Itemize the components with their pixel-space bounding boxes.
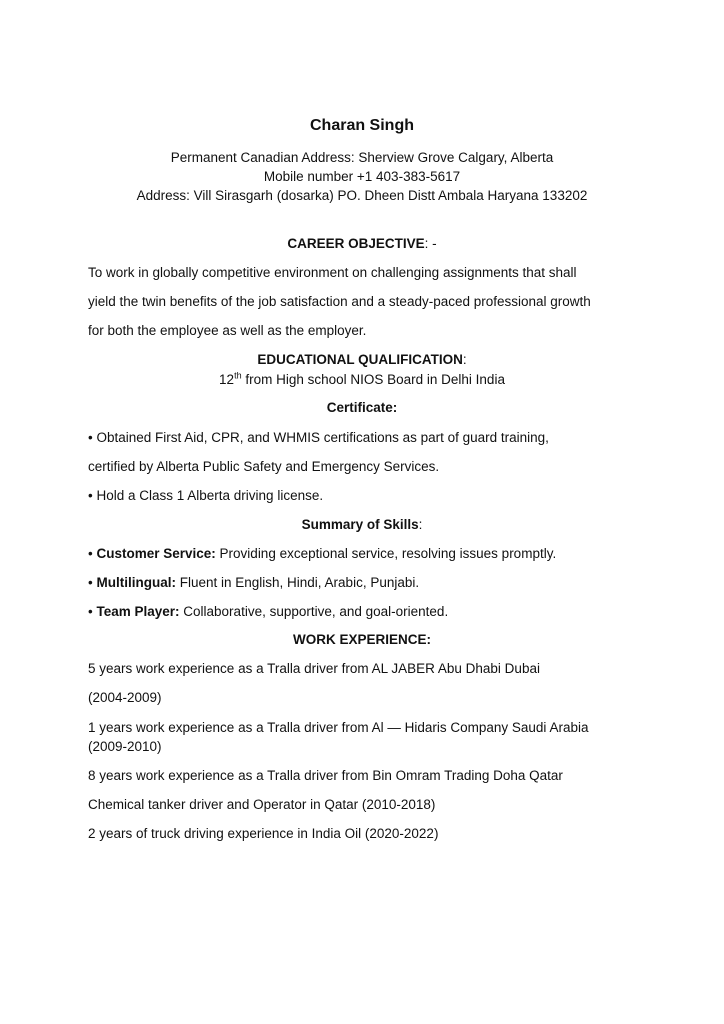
objective-line: To work in globally competitive environment on challenging assignments that shall [88, 265, 577, 280]
education-grade-suffix: th [234, 370, 242, 381]
work-line: Chemical tanker driver and Operator in Qatar (2010-2018) [88, 797, 436, 812]
skill-text: Providing exceptional service, resolving issues promptly. [215, 546, 557, 561]
education-grade: 12 [219, 372, 235, 387]
work-line: 8 years work experience as a Tralla driver from Bin Omram Trading Doha Qatar [88, 768, 563, 783]
candidate-name: Charan Singh [309, 117, 414, 134]
skill-text: Fluent in English, Hindi, Arabic, Punjabi. [175, 575, 420, 590]
skill-item [88, 604, 648, 619]
skill-bullet: • [88, 575, 97, 590]
skill-text: Collaborative, supportive, and goal-oriented. [179, 604, 449, 619]
objective-line: yield the twin benefits of the job satisfaction and a steady-paced professional growth [88, 294, 591, 309]
work-line: 1 years work experience as a Tralla driver from Al — Hidaris Company Saudi Arabia [88, 720, 589, 735]
career-objective-suffix: : - [424, 236, 437, 251]
skill-label: Customer Service: [96, 546, 216, 561]
work-line: (2004-2009) [88, 690, 162, 705]
canadian-address: Permanent Canadian Address: Sherview Grove Calgary, Alberta [170, 150, 554, 165]
skills-heading [0, 517, 724, 532]
india-address: Address: Vill Sirasgarh (dosarka) PO. Dheen Distt Ambala Haryana 133202 [136, 188, 588, 203]
skill-item [88, 575, 648, 590]
education-text: from High school NIOS Board in Delhi India [241, 372, 505, 387]
certificate-heading: Certificate: [326, 400, 398, 415]
work-line: 5 years work experience as a Tralla driver from AL JABER Abu Dhabi Dubai [88, 661, 540, 676]
career-objective-title: CAREER OBJECTIVE [287, 236, 425, 251]
mobile-number: Mobile number +1 403-383-5617 [263, 169, 461, 184]
skill-bullet: • [88, 546, 97, 561]
work-line: 2 years of truck driving experience in India Oil (2020-2022) [88, 826, 439, 841]
work-heading: WORK EXPERIENCE: [292, 632, 431, 647]
certificate-line: • Obtained First Aid, CPR, and WHMIS certifications as part of guard training, [88, 430, 549, 445]
education-detail [0, 372, 724, 387]
career-objective-heading [0, 236, 724, 251]
education-heading [0, 352, 724, 367]
education-suffix: : [462, 352, 467, 367]
skill-label: Team Player: [96, 604, 180, 619]
certificate-line: • Hold a Class 1 Alberta driving license. [88, 488, 324, 503]
work-line: (2009-2010) [88, 739, 162, 754]
skill-label: Multilingual: [96, 575, 176, 590]
skills-suffix: : [418, 517, 423, 532]
skill-bullet: • [88, 604, 97, 619]
objective-line: for both the employee as well as the employer. [88, 323, 367, 338]
skill-item [88, 546, 648, 561]
certificate-line: certified by Alberta Public Safety and Emergency Services. [88, 459, 440, 474]
education-title: EDUCATIONAL QUALIFICATION [257, 352, 463, 367]
skills-title: Summary of Skills [301, 517, 419, 532]
